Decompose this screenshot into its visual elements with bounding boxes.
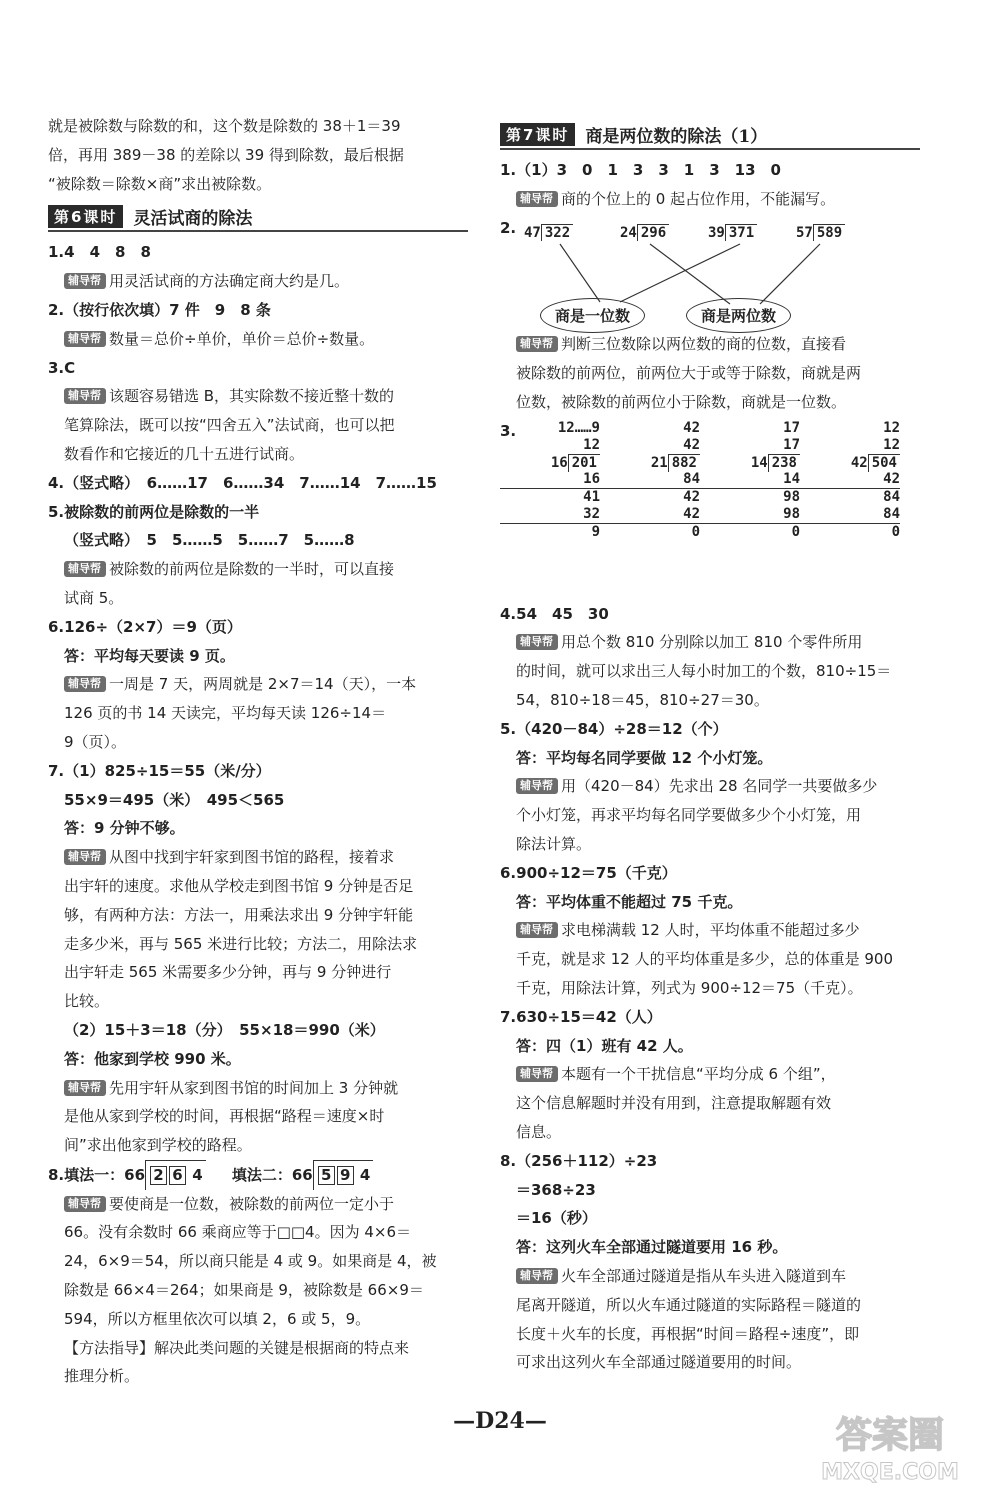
hint-2-line: 位数，被除数的前两位小于除数，商就是一位数。 (516, 392, 847, 411)
intro-line: 就是被除数与除数的和，这个数是除数的 38＋1＝39 (48, 117, 401, 135)
hint-6-line: 9（页）。 (64, 732, 127, 751)
answer-2: 2. (500, 218, 517, 237)
answer-8d: 答：这列火车全部通过隧道要用 16 秒。 (516, 1238, 788, 1257)
hint-5-line: 除法计算。 (516, 834, 592, 853)
hint-2: 辅导帮 判断三位数除以两位数的商的位数，直接看 (500, 330, 920, 359)
hint-4: 辅导帮 用总个数 810 分别除以加工 810 个零件所用 (500, 628, 920, 657)
hint-tag: 辅导帮 (64, 849, 106, 865)
match-division: 24 296 (620, 224, 669, 241)
answer-8c: ＝16（秒） (516, 1209, 597, 1228)
hint-tag: 辅导帮 (64, 273, 106, 289)
answer-7b: 55×9＝495（米） 495＜565 (64, 790, 285, 809)
answer-1: 1.（1）3 0 1 3 3 1 3 13 0 (500, 161, 781, 179)
hint-7b: 辅导帮 先用宇轩从家到图书馆的时间加上 3 分钟就 (48, 1074, 468, 1103)
matching-diagram (500, 220, 920, 330)
hint-6-line: 126 页的书 14 天读完，平均每天读 126÷14＝ (64, 704, 387, 723)
long-division: 12……9 12 16 201 16 41 32 9 (500, 420, 600, 541)
hint-tag: 辅导帮 (516, 778, 558, 794)
answer-8b: ＝368÷23 (516, 1180, 596, 1199)
hint-tag: 辅导帮 (64, 561, 106, 577)
hint-7b-line: 是他从家到学校的时间，再根据“路程＝速度×时 (64, 1107, 385, 1126)
answer-3: 3.C (48, 358, 76, 377)
hint-tag: 辅导帮 (64, 1080, 106, 1096)
lesson-badge: 第7课时 (500, 123, 575, 146)
answer-5: 5.（420－84）÷28＝12（个） (500, 719, 728, 738)
hint-7: 辅导帮 从图中找到宇轩家到图书馆的路程，接着求 (48, 843, 468, 872)
hint-8-line: 长度＋火车的长度，再根据“时间＝路程÷速度”，即 (516, 1324, 860, 1343)
hint-6-line: 千克，就是求 12 人的平均体重是多少，总的体重是 900 (516, 950, 894, 969)
long-division: 17 17 14 238 14 98 98 0 (700, 420, 800, 541)
lesson-badge: 第6课时 (48, 205, 123, 228)
hint-2: 辅导帮 数量＝总价÷单价，单价＝总价÷数量。 (48, 325, 468, 354)
hint-7b-line: 间”求出他家到学校的路程。 (64, 1136, 252, 1155)
hint-8-line: 尾离开隧道，所以火车通过隧道的实际路程＝隧道的 (516, 1295, 862, 1314)
hint-tag: 辅导帮 (64, 388, 106, 404)
hint-4-line: 54，810÷18＝45，810÷27＝30。 (516, 690, 769, 709)
hint-2-line: 被除数的前两位，前两位大于或等于除数，商就是两 (516, 364, 862, 383)
answer-4: 4.（竖式略） 6……17 6……34 7……14 7……15 (48, 473, 437, 492)
long-division: 42 42 21 882 84 42 42 0 (600, 420, 700, 541)
answer-2: 2.（按行依次填）7 件 9 8 条 (48, 300, 271, 319)
hint-7-line: 走多少米，再与 565 米进行比较；方法二，用除法求 (64, 934, 418, 953)
method-guide-line: 推理分析。 (64, 1367, 140, 1386)
hint-5: 辅导帮 用（420－84）先求出 28 名同学一共要做多少 (500, 772, 920, 801)
long-divisions (500, 420, 920, 600)
hint-3-line: 数看作和它接近的几十五进行试商。 (64, 444, 305, 463)
lesson-title: 商是两位数的除法（1） (585, 126, 768, 147)
hint-8-line: 594，所以方框里依次可以填 2，6 或 5，9。 (64, 1309, 371, 1328)
answer-6: 6.900÷12＝75（千克） (500, 863, 677, 882)
hint-tag: 辅导帮 (516, 1268, 558, 1284)
hint-7-line: 比较。 (64, 992, 110, 1011)
answer-7b: 答：四（1）班有 42 人。 (516, 1036, 693, 1055)
hint-4-line: 的时间，就可以求出三人每小时加工的个数，810÷15＝ (516, 662, 892, 681)
answer-6b: 答：平均每天要读 9 页。 (64, 646, 235, 665)
svg-text:答案圈: 答案圈 (835, 1415, 945, 1456)
hint-tag: 辅导帮 (64, 676, 106, 692)
svg-text:MXQE.COM: MXQE.COM (821, 1460, 959, 1485)
right-column (500, 112, 920, 1377)
answer-6b: 答：平均体重不能超过 75 千克。 (516, 892, 743, 911)
answer-4: 4.54 45 30 (500, 604, 609, 623)
lesson-6-header (48, 202, 468, 232)
hint-tag: 辅导帮 (516, 191, 558, 207)
oval-two-digit: 商是两位数 (686, 298, 791, 333)
hint-1: 辅导帮 商的个位上的 0 起占位作用，不能漏写。 (500, 185, 920, 214)
intro-line: “被除数＝除数×商”求出被除数。 (48, 174, 272, 193)
hint-3-line: 笔算除法，既可以按“四舍五入”法试商，也可以把 (64, 416, 395, 435)
hint-tag: 辅导帮 (64, 331, 106, 347)
hint-8-line: 24，6×9＝54，所以商只能是 4 或 9。如果商是 4，被 (64, 1252, 437, 1271)
hint-7-line: 够，有两种方法：方法一，用乘法求出 9 分钟宇轩能 (64, 905, 414, 924)
hint-3: 辅导帮 该题容易错选 B，其实除数不接近整十数的 (48, 382, 468, 411)
answer-5b: （竖式略） 5 5……5 5……7 5……8 (64, 531, 355, 550)
hint-tag: 辅导帮 (516, 922, 558, 938)
answer-3: 3. (500, 421, 517, 440)
lesson-7-header (500, 120, 920, 150)
answer-7e: 答：他家到学校 990 米。 (64, 1049, 241, 1068)
answer-8: 8.（256＋112）÷23 (500, 1151, 658, 1170)
method-guide: 【方法指导】解决此类问题的关键是根据商的特点来 (64, 1338, 410, 1357)
hint-tag: 辅导帮 (516, 634, 558, 650)
answer-8: 8.填法一：66 2 6 4 填法二：66 5 9 4 (48, 1160, 468, 1190)
hint-8: 辅导帮 要使商是一位数，被除数的前两位一定小于 (48, 1190, 468, 1219)
lesson-title: 灵活试商的除法 (133, 208, 253, 229)
hint-8-line: 除数是 66×4＝264；如果商是 9，被除数是 66×9＝ (64, 1281, 424, 1300)
hint-7-line: 信息。 (516, 1122, 562, 1141)
answer-5: 5.被除数的前两位是除数的一半 (48, 502, 260, 521)
match-division: 39 371 (708, 224, 757, 241)
hint-tag: 辅导帮 (64, 1196, 106, 1212)
oval-one-digit: 商是一位数 (540, 298, 645, 333)
hint-7-line: 这个信息解题时并没有用到，注意提取解题有效 (516, 1094, 832, 1113)
watermark-logo (790, 1405, 990, 1487)
hint-6-line: 千克，用除法计算，列式为 900÷12＝75（千克）。 (516, 978, 863, 997)
hint-tag: 辅导帮 (516, 1066, 558, 1082)
answer-7c: 答：9 分钟不够。 (64, 819, 185, 838)
hint-7-line: 出宇轩走 565 米需要多少分钟，再与 9 分钟进行 (64, 963, 392, 982)
left-column (48, 112, 468, 1391)
answer-6: 6.126÷（2×7）＝9（页） (48, 617, 242, 636)
hint-tag: 辅导帮 (516, 336, 558, 352)
hint-5: 辅导帮 被除数的前两位是除数的一半时，可以直接 (48, 555, 468, 584)
hint-7: 辅导帮 本题有一个干扰信息“平均分成 6 个组”， (500, 1060, 920, 1089)
hint-8-line: 66。没有余数时 66 乘商应等于□□4。因为 4×6＝ (64, 1223, 412, 1242)
answer-1: 1.4 4 8 8 (48, 243, 151, 262)
answer-7: 7.630÷15＝42（人） (500, 1007, 662, 1026)
hint-6: 辅导帮 求电梯满载 12 人时，平均体重不能超过多少 (500, 916, 920, 945)
hint-6: 辅导帮 一周是 7 天，两周就是 2×7＝14（天），一本 (48, 670, 468, 699)
answer-5b: 答：平均每名同学要做 12 个小灯笼。 (516, 748, 773, 767)
intro-line: 倍，再用 389－38 的差除以 39 得到除数，最后根据 (48, 145, 404, 164)
page-number: —D24— (453, 1408, 547, 1434)
hint-5-line: 个小灯笼，再求平均每名同学要做多少个小灯笼，用 (516, 806, 862, 825)
match-division: 57 589 (796, 224, 845, 241)
match-division: 47 322 (524, 224, 573, 241)
answer-7d: （2）15＋3＝18（分） 55×18＝990（米） (64, 1020, 385, 1039)
answer-7: 7.（1）825÷15＝55（米/分） (48, 761, 271, 780)
hint-7-line: 出宇轩的速度。求他从学校走到图书馆 9 分钟是否足 (64, 876, 414, 895)
hint-1: 辅导帮 用灵活试商的方法确定商大约是几。 (48, 267, 468, 296)
hint-5-line: 试商 5。 (64, 588, 124, 607)
hint-8: 辅导帮 火车全部通过隧道是指从车头进入隧道到车 (500, 1262, 920, 1291)
hint-8-line: 可求出这列火车全部通过隧道要用的时间。 (516, 1353, 802, 1372)
long-division: 12 12 42 504 42 84 84 0 (800, 420, 900, 541)
